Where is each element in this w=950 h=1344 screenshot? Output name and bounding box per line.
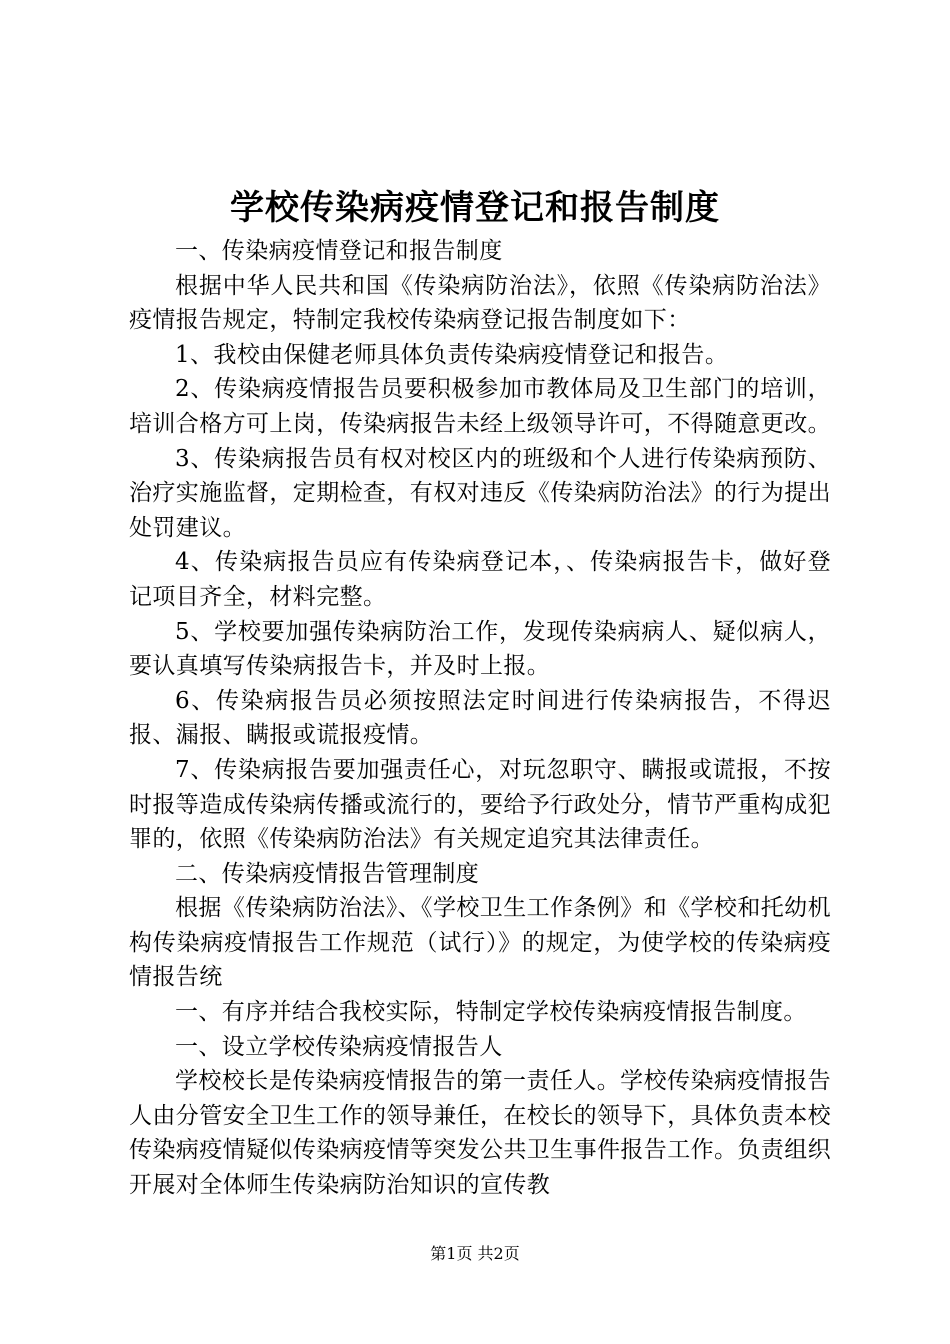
document-title: 学校传染病疫情登记和报告制度 <box>230 188 720 228</box>
paragraph: 根据中华人民共和国《传染病防治法》，依照《传染病防治法》疫情报告规定，特制定我校传染病登记报告制度如下： <box>129 272 831 334</box>
paragraph: 3、传染病报告员有权对校区内的班级和个人进行传染病预防、治疗实施监督，定期检查，有权对违反《传染病防治法》的行为提出处罚建议。 <box>129 445 831 541</box>
document-body <box>129 234 831 1203</box>
paragraph: 1、我校由保健老师具体负责传染病疫情登记和报告。 <box>175 341 729 368</box>
paragraph: 一、有序并结合我校实际，特制定学校传染病疫情报告制度。 <box>175 999 807 1026</box>
paragraph: 根据《传染病防治法》、《学校卫生工作条例》和《学校和托幼机构传染病疫情报告工作规范（试行）》的规定，为使学校的传染病疫情报告统 <box>129 895 831 991</box>
page-footer: 第1页 共2页 <box>430 1244 520 1263</box>
subsection-heading: 一、设立学校传染病疫情报告人 <box>175 1033 503 1060</box>
section-heading-1: 一、传染病疫情登记和报告制度 <box>175 238 503 264</box>
paragraph: 6、传染病报告员必须按照法定时间进行传染病报告，不得迟报、漏报、瞒报或谎报疫情。 <box>129 687 831 749</box>
paragraph: 5、学校要加强传染病防治工作，发现传染病病人、疑似病人，要认真填写传染病报告卡，并及时上报。 <box>129 618 831 680</box>
paragraph: 学校校长是传染病疫情报告的第一责任人。学校传染病疫情报告人由分管安全卫生工作的领导兼任，在校长的领导下，具体负责本校传染病疫情疑似传染病疫情等突发公共卫生事件报告工作。负责组织开展对全体师生传染病防治知识的宣传教 <box>129 1068 831 1199</box>
paragraph: 7、传染病报告要加强责任心，对玩忽职守、瞒报或谎报，不按时报等造成传染病传播或流行的，要给予行政处分，情节严重构成犯罪的，依照《传染病防治法》有关规定追究其法律责任。 <box>129 756 831 853</box>
paragraph: 2、传染病疫情报告员要积极参加市教体局及卫生部门的培训，培训合格方可上岗，传染病报告未经上级领导许可，不得随意更改。 <box>129 376 831 437</box>
paragraph: 4、传染病报告员应有传染病登记本，、传染病报告卡，做好登记项目齐全，材料完整。 <box>129 549 831 610</box>
section-heading-2: 二、传染病疫情报告管理制度 <box>175 860 480 887</box>
